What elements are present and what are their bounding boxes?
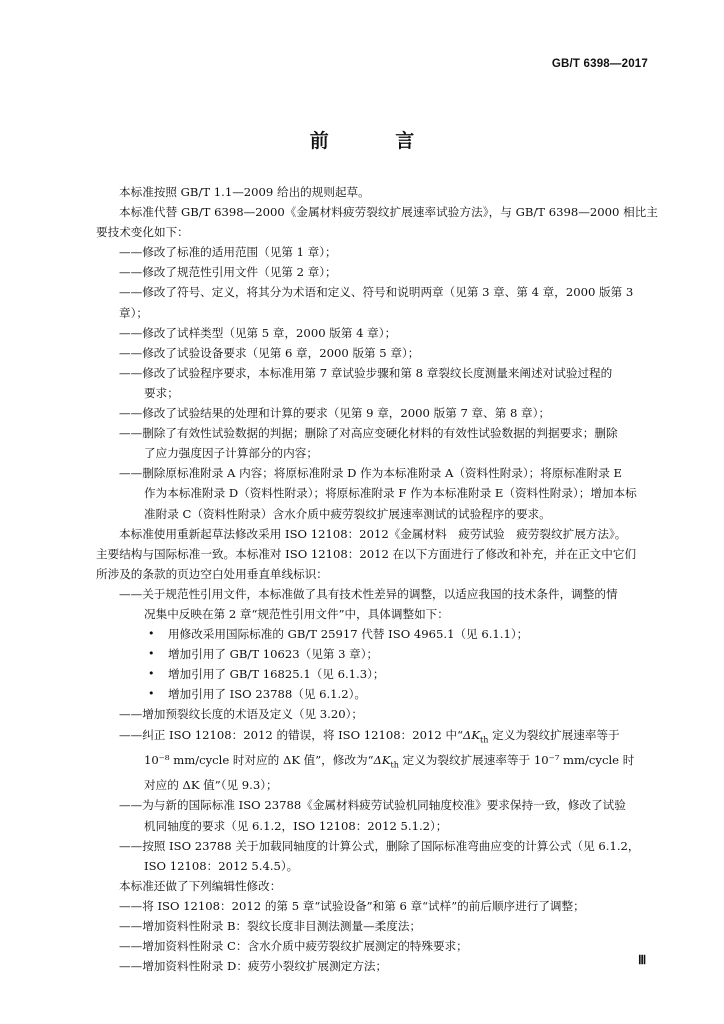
modification-item-continued: 机同轴度的要求（见 6.1.2，ISO 12108：2012 5.1.2）； — [144, 818, 448, 833]
change-item: ——修改了试验设备要求（见第 6 章，2000 版第 5 章）； — [119, 345, 420, 360]
paragraph-replacement: 本标准代替 GB/T 6398—2000《金属材料疲劳裂纹扩展速率试验方法》，与 GB/T 6398—2000 相比主要技术变化如下： — [96, 205, 658, 240]
bullet-text: 增加引用了 GB/T 10623（见第 3 章）； — [168, 647, 379, 662]
page-number: Ⅲ — [638, 953, 647, 967]
page-title: 前 言 — [309, 130, 445, 152]
modification-item: ——为与新的国际标准 ISO 23788《金属材料疲劳试验机同轴度校准》要求保持一致，修改了试验 — [119, 798, 626, 813]
editorial-item: ——增加资料性附录 C：含水介质中疲劳裂纹扩展测定的特殊要求； — [119, 939, 468, 954]
preface-body — [96, 182, 658, 976]
change-item-continued: 作为本标准附录 D（资料性附录）；将原标准附录 F 作为本标准附录 E（资料性附录）；增加本标 — [144, 486, 637, 501]
modification-item-continued: ISO 12108：2012 5.4.5）。 — [144, 858, 299, 873]
paragraph-iso-adoption-line: 所涉及的条款的页边空白处用垂直单线标识： — [96, 566, 328, 581]
change-item-continued: 准附录 C（资料性附录）含水介质中疲劳裂纹扩展速率测试的试验程序的要求。 — [144, 506, 551, 521]
change-item-continued: 要求； — [144, 385, 179, 400]
bullet-item — [96, 624, 658, 644]
bullet-text: 用修改采用国际标准的 GB/T 25917 代替 ISO 4965.1（见 6.1.1）； — [168, 627, 529, 642]
paragraph-editorial: 本标准还做了下列编辑性修改： — [119, 878, 282, 893]
bullet-text: 增加引用了 GB/T 16825.1（见 6.1.3）； — [168, 667, 385, 682]
modification-item: ——纠正 ISO 12108：2012 的错误，将 ISO 12108：2012 中“$\Delta K_{th}$ 定义为裂纹扩展速率等于 — [119, 727, 620, 744]
bullet-item — [96, 644, 658, 664]
bullet-icon: • — [148, 667, 155, 681]
change-item: ——删除原标准附录 A 内容；将原标准附录 D 作为本标准附录 A（资料性附录）；将原标准附录 E — [119, 466, 622, 481]
bullet-icon: • — [148, 687, 155, 701]
paragraph-iso-adoption-line: 主要结构与国际标准一致。本标准对 ISO 12108：2012 在以下方面进行了修改和补充，并在正文中它们 — [96, 546, 637, 561]
change-item: ——删除了有效性试验数据的判据；删除了对高应变硬化材料的有效性试验数据的判据要求；删除 — [119, 426, 618, 441]
editorial-item: ——增加资料性附录 D：疲劳小裂纹扩展测定方法； — [119, 959, 388, 974]
standard-code: GB/T 6398—2017 — [551, 58, 648, 70]
change-item: ——修改了试验结果的处理和计算的要求（见第 9 章，2000 版第 7 章、第 8 章）； — [119, 406, 551, 421]
bullet-item — [96, 664, 658, 684]
bullet-icon: • — [148, 647, 155, 661]
change-item: ——修改了规范性引用文件（见第 2 章）； — [119, 265, 337, 280]
editorial-item: ——增加资料性附录 B：裂纹长度非目测法测量—柔度法； — [119, 919, 422, 933]
bullet-icon: • — [148, 627, 155, 641]
change-item: ——修改了试样类型（见第 5 章，2000 版第 4 章）； — [119, 325, 397, 340]
modification-item-continued: 对应的 ΔK 值”（见 9.3）； — [144, 778, 278, 793]
editorial-item: ——将 ISO 12108：2012 的第 5 章“试验设备”和第 6 章“试样”的前后顺序进行了调整； — [119, 898, 585, 913]
bullet-text: 增加引用了 ISO 23788（见 6.1.2）。 — [168, 687, 367, 702]
modification-item: ——关于规范性引用文件，本标准做了具有技术性差异的调整，以适应我国的技术条件，调整的情 — [119, 586, 618, 601]
modification-item-continued: 10⁻⁸ mm/cycle 时对应的 ΔK 值”，修改为“$\Delta K_{th}$ 定义为裂纹扩展速率等于 10⁻⁷ mm/cycle 时 — [144, 752, 635, 770]
change-item: ——修改了标准的适用范围（见第 1 章）； — [119, 245, 337, 260]
modification-item: ——按照 ISO 23788 关于加载同轴度的计算公式，删除了国际标准弯曲应变的计算公式（见 6.1.2， — [119, 838, 640, 853]
paragraph-iso-adoption: 本标准使用重新起草法修改采用 ISO 12108：2012《金属材料 疲劳试验 疲劳裂纹扩展方法》。 — [119, 526, 627, 541]
modification-item: ——增加预裂纹长度的术语及定义（见 3.20）； — [119, 707, 363, 722]
modification-item-continued: 况集中反映在第 2 章“规范性引用文件”中，具体调整如下： — [144, 606, 449, 621]
change-item-continued: 了应力强度因子计算部分的内容； — [144, 446, 318, 461]
bullet-item — [96, 684, 658, 704]
paragraph-drafting-rule: 本标准按照 GB/T 1.1—2009 给出的规则起草。 — [119, 185, 370, 199]
change-item: ——修改了符号、定义，将其分为术语和定义、符号和说明两章（见第 3 章、第 4 章，2000 版第 3 章）； — [119, 285, 634, 320]
change-item: ——修改了试验程序要求，本标准用第 7 章试验步骤和第 8 章裂纹长度测量来阐述对试验过程的 — [119, 365, 613, 380]
